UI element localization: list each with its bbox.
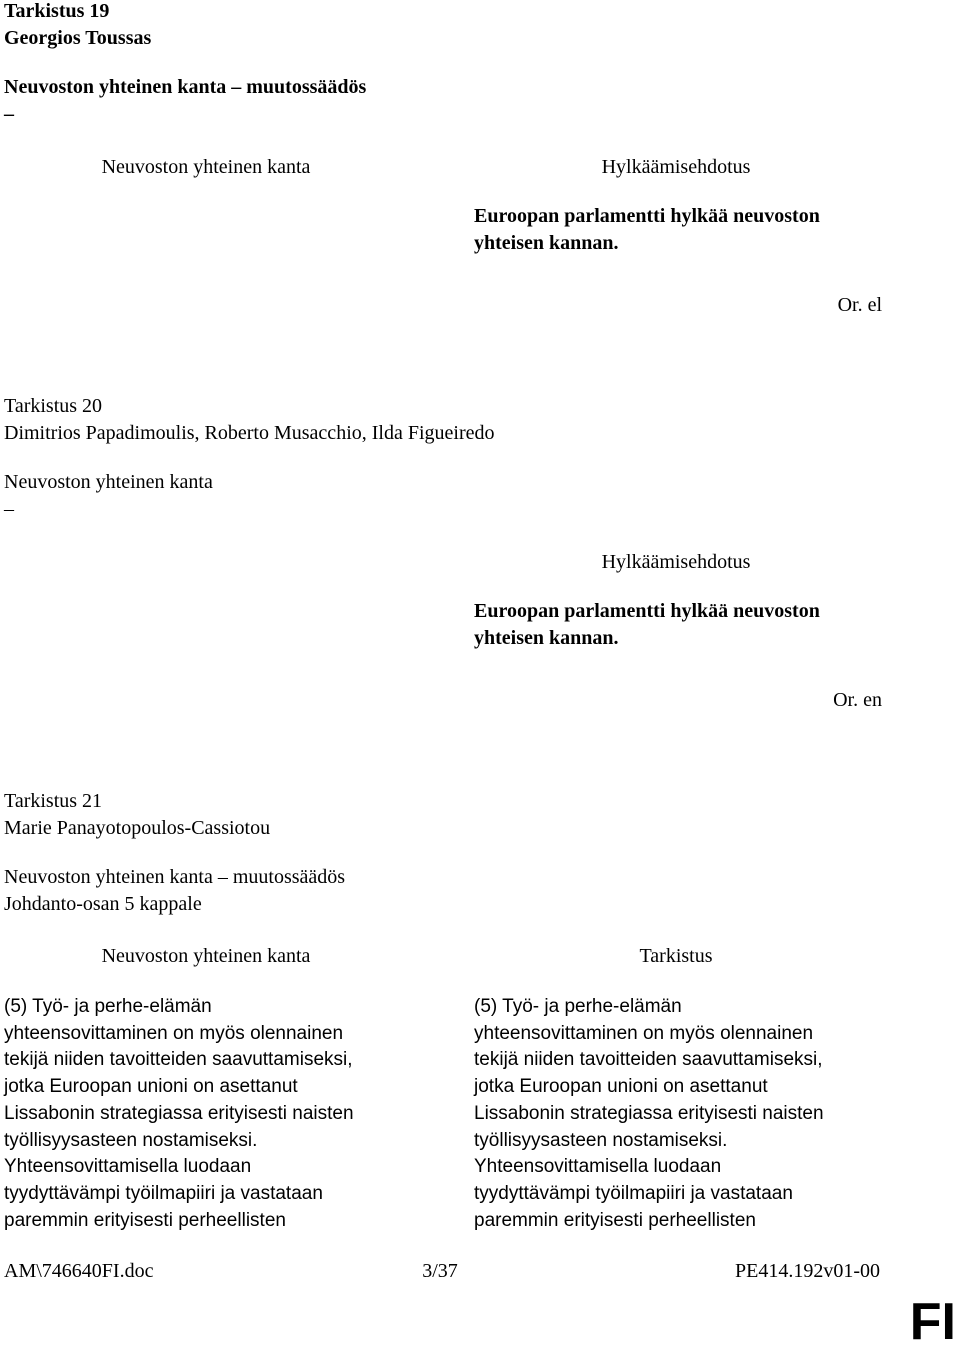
amendment-21-reference: Neuvoston yhteinen kanta – muutossäädös: [4, 866, 346, 888]
text-line: Lissabonin strategiassa erityisesti naisten: [474, 1102, 824, 1124]
text-line: tyydyttävämpi työilmapiiri ja vastataan: [4, 1182, 323, 1204]
amendment-21-number: Tarkistus 21: [4, 790, 103, 812]
text-line: Lissabonin strategiassa erityisesti naisten: [4, 1102, 354, 1124]
amendment-20-right-text-line-2: yhteisen kannan.: [474, 627, 619, 649]
text-line: (5) Työ- ja perhe-elämän: [474, 996, 682, 1017]
amendment-21-amendment-text: [474, 994, 894, 1234]
footer-pe-reference: PE414.192v01-00: [735, 1260, 880, 1282]
text-line: Yhteensovittamisella luodaan: [4, 1156, 252, 1178]
text-line: (5) Työ- ja perhe-elämän: [4, 996, 212, 1017]
amendment-19-original-language: Or. el: [837, 294, 882, 316]
amendment-21-author: Marie Panayotopoulos-Cassiotou: [4, 817, 271, 839]
text-line: tyydyttävämpi työilmapiiri ja vastataan: [474, 1182, 793, 1204]
text-line: paremmin erityisesti perheellisten: [4, 1209, 286, 1231]
amendment-21-left-header: Neuvoston yhteinen kanta: [101, 945, 311, 967]
text-line: työllisyysasteen nostamiseksi.: [474, 1129, 728, 1151]
text-line: jotka Euroopan unioni on asettanut: [4, 1076, 298, 1098]
amendment-20-right-header: Hylkäämisehdotus: [601, 551, 751, 573]
amendment-20-original-language: Or. en: [833, 689, 882, 711]
amendment-21-subreference: Johdanto-osan 5 kappale: [4, 893, 202, 915]
amendment-19-left-header: Neuvoston yhteinen kanta: [101, 156, 311, 178]
amendment-21-right-header: Tarkistus: [639, 945, 713, 967]
amendment-19-number: Tarkistus 19: [4, 0, 110, 22]
text-line: tekijä niiden tavoitteiden saavuttamiseksi,: [474, 1049, 823, 1071]
amendment-19-author: Georgios Toussas: [4, 27, 152, 49]
text-line: paremmin erityisesti perheellisten: [474, 1209, 756, 1231]
text-line: työllisyysasteen nostamiseksi.: [4, 1129, 258, 1151]
footer-page-number: 3/37: [422, 1260, 458, 1282]
amendment-19-right-text-line-1: Euroopan parlamentti hylkää neuvoston: [474, 205, 820, 227]
amendment-21-council-text: [4, 994, 424, 1234]
language-mark: FI: [909, 1293, 956, 1351]
amendment-20-author: Dimitrios Papadimoulis, Roberto Musacchio, Ilda Figueiredo: [4, 422, 495, 444]
footer-document-reference: AM\746640FI.doc: [4, 1260, 154, 1282]
amendment-20-reference: Neuvoston yhteinen kanta: [4, 471, 213, 493]
amendment-19-dash: –: [4, 103, 14, 125]
amendment-19-right-header: Hylkäämisehdotus: [601, 156, 751, 178]
text-line: Yhteensovittamisella luodaan: [474, 1156, 722, 1178]
text-line: yhteensovittaminen on myös olennainen: [4, 1022, 344, 1044]
text-line: jotka Euroopan unioni on asettanut: [474, 1076, 768, 1098]
text-line: yhteensovittaminen on myös olennainen: [474, 1022, 814, 1044]
amendment-20-right-text-line-1: Euroopan parlamentti hylkää neuvoston: [474, 600, 820, 622]
amendment-20-number: Tarkistus 20: [4, 395, 103, 417]
amendment-19-reference: Neuvoston yhteinen kanta – muutossäädös: [4, 76, 367, 98]
amendment-20-dash: –: [4, 498, 14, 520]
text-line: tekijä niiden tavoitteiden saavuttamiseksi,: [4, 1049, 353, 1071]
amendment-19-right-text-line-2: yhteisen kannan.: [474, 232, 619, 254]
